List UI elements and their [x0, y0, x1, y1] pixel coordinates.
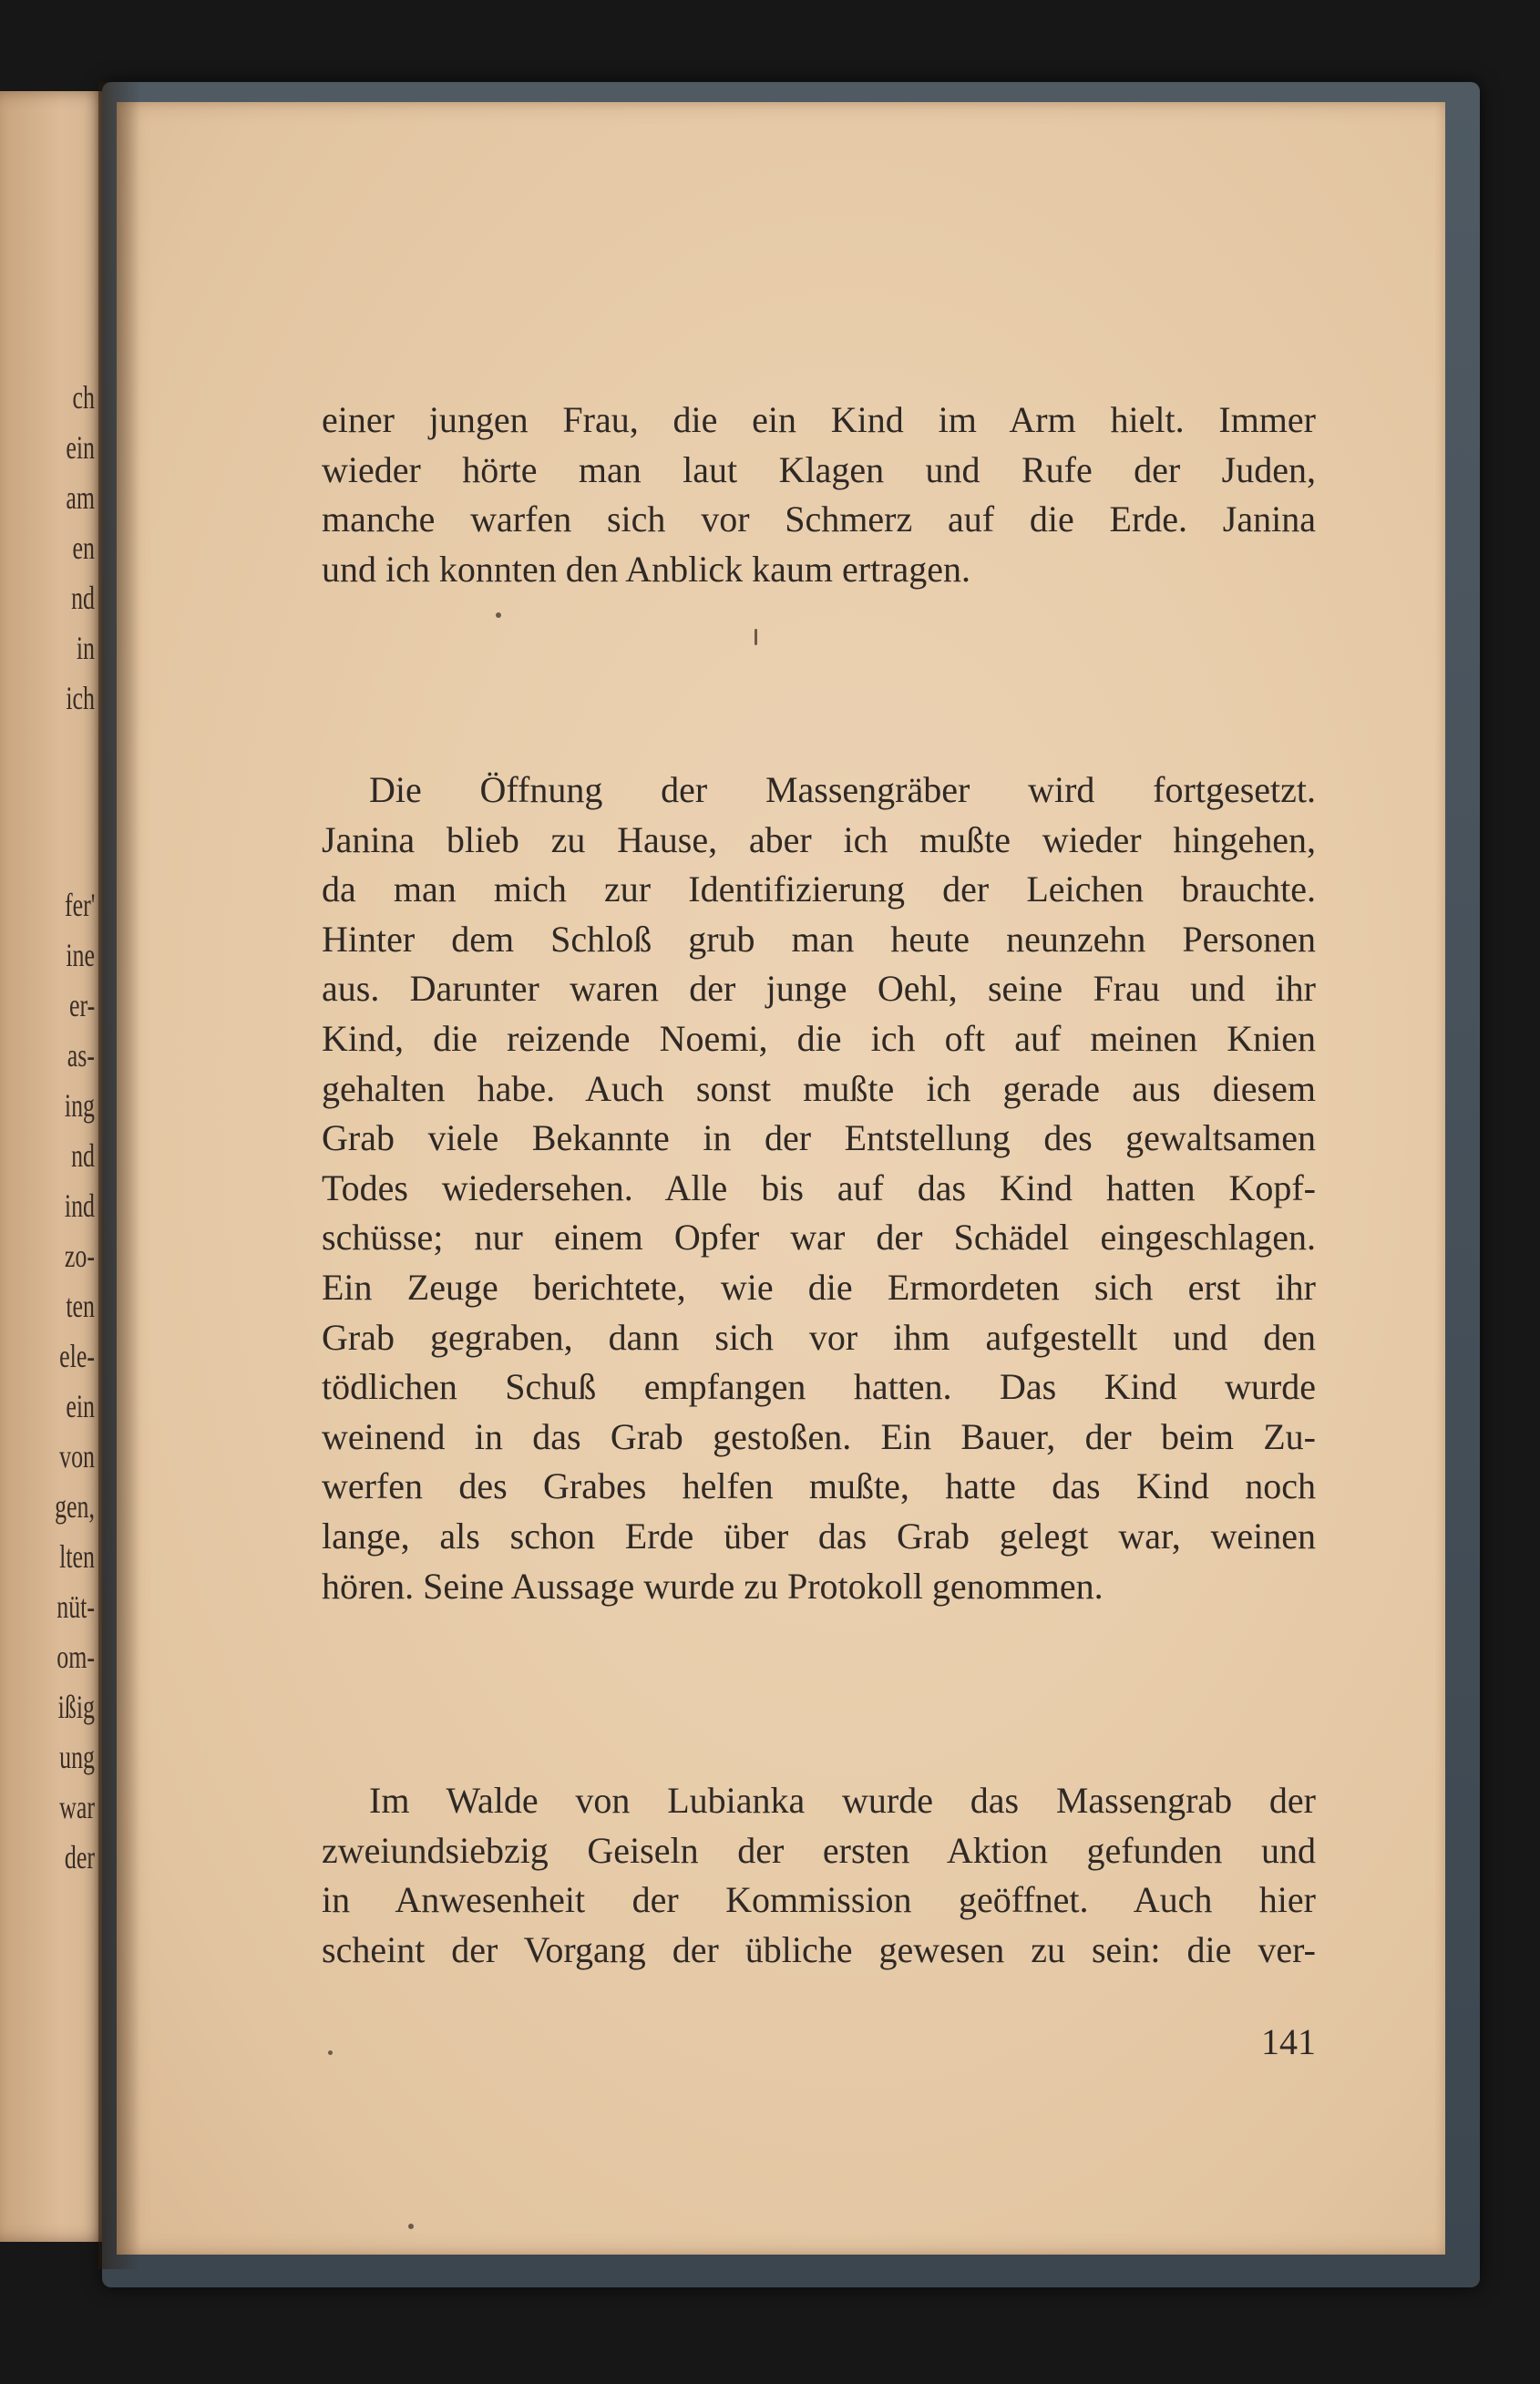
paper-speck [408, 2224, 414, 2229]
text-line: lange, als schon Erde über das Grab gelegt war, weinen [322, 1515, 1316, 1557]
paragraph-2 [322, 766, 1316, 1611]
previous-page-fragment: ung [59, 1739, 95, 1775]
previous-page-fragment: ind [64, 1187, 95, 1224]
previous-page-fragment: war [59, 1789, 95, 1825]
text-line: zweiundsiebzig Geiseln der ersten Aktion gefunden und [322, 1829, 1316, 1871]
text-line: tödlichen Schuß empfangen hatten. Das Kind wurde [322, 1366, 1316, 1408]
text-line: Die Öffnung der Massengräber wird fortgesetzt. [369, 769, 1316, 810]
previous-page-fragment: ein [66, 429, 95, 466]
paragraph-3 [322, 1776, 1316, 1975]
previous-page-fragment: gen, [55, 1488, 95, 1525]
paper-speck [496, 612, 501, 618]
previous-page-fragment: am [66, 479, 95, 516]
previous-page-fragment: en [72, 529, 95, 566]
previous-page-fragment: der [64, 1839, 95, 1875]
text-line: und ich konnten den Anblick kaum ertragen. [322, 548, 971, 590]
page-gutter-shadow [98, 82, 140, 2269]
previous-page-fragment: as- [67, 1037, 95, 1074]
text-line: Ein Zeuge berichtete, wie die Ermordeten sich erst ihr [322, 1266, 1316, 1308]
text-line: aus. Darunter waren der junge Oehl, seine Frau und ihr [322, 968, 1316, 1010]
text-line: Janina blieb zu Hause, aber ich mußte wieder hingehen, [322, 818, 1316, 860]
previous-page-fragment: ich [66, 680, 95, 716]
text-line: Todes wiedersehen. Alle bis auf das Kind hatten Kopf- [322, 1166, 1316, 1208]
text-line: Kind, die reizende Noemi, die ich oft auf meinen Knien [322, 1017, 1316, 1059]
previous-page-fragment: ing [64, 1087, 95, 1124]
text-line: in Anwesenheit der Kommission geöffnet. Auch hier [322, 1879, 1316, 1921]
text-line: schüsse; nur einem Opfer war der Schädel eingeschlagen. [322, 1217, 1316, 1259]
text-line: da man mich zur Identifizierung der Leichen brauchte. [322, 868, 1316, 910]
previous-page-fragment: von [59, 1438, 95, 1475]
paper-speck [755, 629, 757, 645]
text-line: gehalten habe. Auch sonst mußte ich gerade aus diesem [322, 1067, 1316, 1109]
text-line: scheint der Vorgang der übliche gewesen zu sein: die ver- [322, 1928, 1316, 1970]
previous-page-fragment: ele- [59, 1338, 95, 1374]
text-line: Im Walde von Lubianka wurde das Massengrab der [369, 1780, 1316, 1821]
paper-speck [328, 2050, 333, 2055]
previous-page-fragment: ten [66, 1288, 95, 1324]
previous-page-fragment: ein [66, 1388, 95, 1424]
page-number: 141 [1261, 2021, 1316, 2062]
text-line: werfen des Grabes helfen mußte, hatte das Kind noch [322, 1465, 1316, 1507]
previous-page-fragment: ch [72, 379, 95, 416]
previous-page-fragment: ine [66, 937, 95, 973]
text-line: Grab viele Bekannte in der Entstellung des gewaltsamen [322, 1117, 1316, 1159]
text-line: einer jungen Frau, die ein Kind im Arm hielt. Immer [322, 399, 1316, 440]
text-line: wieder hörte man laut Klagen und Rufe der Juden, [322, 448, 1316, 490]
previous-page-edge [0, 91, 111, 2242]
text-line: hören. Seine Aussage wurde zu Protokoll genommen. [322, 1565, 1104, 1607]
previous-page-fragment: nd [71, 580, 95, 616]
text-line: manche warfen sich vor Schmerz auf die Erde. Janina [322, 498, 1316, 540]
text-line: weinend in das Grab gestoßen. Ein Bauer, der beim Zu- [322, 1415, 1316, 1457]
previous-page-fragment: nüt- [56, 1588, 95, 1625]
text-line: Grab gegraben, dann sich vor ihm aufgestellt und den [322, 1316, 1316, 1358]
previous-page-fragment: fer' [64, 887, 95, 923]
previous-page-fragment: in [76, 630, 95, 666]
text-line: Hinter dem Schloß grub man heute neunzehn Personen [322, 918, 1316, 960]
previous-page-fragment: nd [71, 1137, 95, 1174]
paragraph-1 [322, 396, 1316, 594]
previous-page-fragment: om- [56, 1639, 95, 1675]
previous-page-fragment: zo- [64, 1238, 95, 1274]
previous-page-fragment: lten [59, 1538, 95, 1575]
previous-page-fragment: er- [68, 987, 95, 1023]
book-page [117, 102, 1445, 2255]
previous-page-fragment: ißig [57, 1689, 95, 1725]
